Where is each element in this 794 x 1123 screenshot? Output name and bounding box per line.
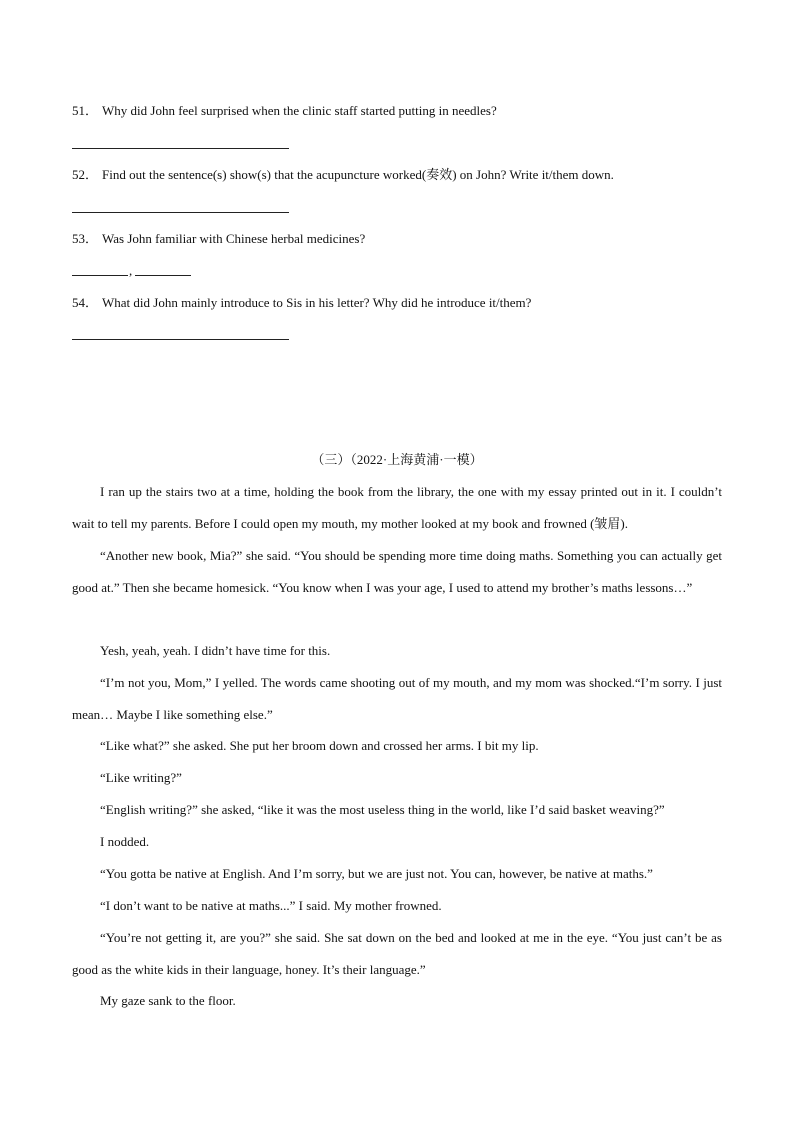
answer-line-53-a[interactable] (72, 275, 128, 276)
answer-separator: , (129, 263, 133, 278)
question-text: Find out the sentence(s) show(s) that the acupuncture worked(奏效) on John? Write it/them down. (102, 167, 614, 182)
passage-paragraph: I nodded. (100, 834, 150, 849)
question-51 (72, 103, 497, 119)
passage-paragraph: “I’m not you, Mom,” I yelled. The words came shooting out of my mouth, and my mom was shocked.“I’m sorry. I just mean… Maybe I like something else.” (72, 675, 722, 722)
section-title: （三）（2022·上海黄浦·一模） (311, 452, 483, 467)
question-54 (72, 295, 531, 311)
answer-line-53-b[interactable] (135, 275, 191, 276)
question-53 (72, 231, 365, 247)
answer-line-54[interactable] (72, 339, 289, 340)
question-text: Why did John feel surprised when the clinic staff started putting in needles? (102, 103, 497, 118)
passage-paragraph: Yesh, yeah, yeah. I didn’t have time for this. (100, 643, 331, 658)
answer-line-51[interactable] (72, 148, 289, 149)
question-text: Was John familiar with Chinese herbal medicines? (102, 231, 366, 246)
passage-paragraph: “You’re not getting it, are you?” she said. She sat down on the bed and looked at me in the eye. “You just can’t be as good as the white kids in their language, honey. It’s their language.” (72, 930, 722, 977)
passage-paragraph: “You gotta be native at English. And I’m sorry, but we are just not. You can, however, be native at maths.” (100, 866, 653, 881)
question-number: 51． (72, 103, 99, 118)
answer-line-52[interactable] (72, 212, 289, 213)
question-number: 53． (72, 231, 99, 246)
passage-paragraph: “Like writing?” (100, 770, 182, 785)
question-number: 54． (72, 295, 99, 310)
question-number: 52． (72, 167, 99, 182)
passage-paragraph: “I don’t want to be native at maths...” I said. My mother frowned. (100, 898, 442, 913)
question-52 (72, 167, 614, 183)
question-text: What did John mainly introduce to Sis in his letter? Why did he introduce it/them? (102, 295, 532, 310)
passage-paragraph: “Like what?” she asked. She put her broom down and crossed her arms. I bit my lip. (100, 738, 539, 753)
passage-paragraph: “English writing?” she asked, “like it was the most useless thing in the world, like I’d said basket weaving?” (100, 802, 665, 817)
passage-paragraph: “Another new book, Mia?” she said. “You should be spending more time doing maths. Something you can actually get good at.” Then she became homesick. “You know when I was your age, I used to attend my brother’s maths lessons…” (72, 548, 722, 595)
passage-paragraph: My gaze sank to the floor. (100, 993, 236, 1008)
passage-paragraph: I ran up the stairs two at a time, holding the book from the library, the one with my essay printed out in it. I couldn’t wait to tell my parents. Before I could open my mouth, my mother looked at my book and frowned (皱眉). (72, 484, 722, 531)
